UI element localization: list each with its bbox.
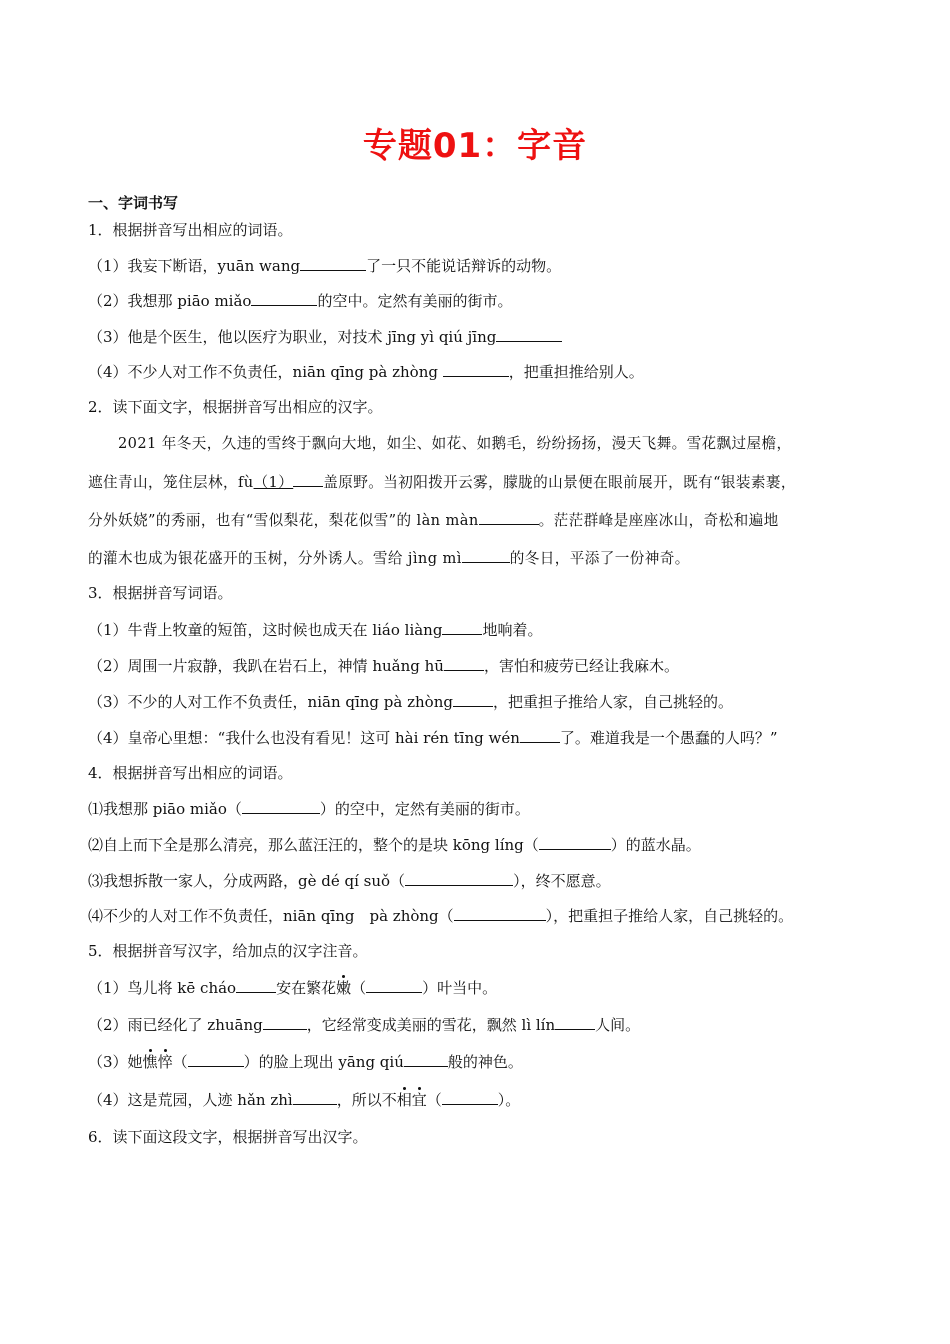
question-3-item-3: （3）不少的人对工作不负责任，niān qīng pà zhòng ，把重担子推给人家，自己挑轻的。 <box>88 693 733 711</box>
answer-blank[interactable] <box>496 326 562 342</box>
question-4-item-2: ⑵自上而下全是那么清亮，那么蓝汪汪的，整个的是块 kōng líng（ ）的蓝水晶。 <box>88 836 701 854</box>
question-1-item-2: （2）我想那 piāo miǎo 的空中。定然有美丽的街市。 <box>88 292 513 310</box>
question-1-item-1: （1）我妄下断语，yuān wang 了一只不能说话辩诉的动物。 <box>88 257 562 275</box>
question-5-item-2: （2）雨已经化了 zhuāng ，它经常变成美丽的雪花，飘然 lì lín 人间。 <box>88 1016 641 1034</box>
answer-blank[interactable] <box>454 905 546 921</box>
emphasis-dot-char: 宜 <box>411 1091 427 1109</box>
answer-blank[interactable] <box>263 1014 307 1030</box>
answer-blank[interactable] <box>442 1089 498 1105</box>
question-3-item-4: （4）皇帝心里想：“我什么也没有看见！这可 hài rén tīng wén 了。难道我是一个愚蠢的人吗？” <box>88 729 778 747</box>
answer-blank[interactable] <box>242 798 320 814</box>
emphasis-dot-char: 相 <box>396 1091 412 1109</box>
question-3-stem: 3．根据拼音写词语。 <box>88 584 233 602</box>
question-1-item-4: （4）不少人对工作不负责任，niān qīng pà zhòng ，把重担推给别人。 <box>88 363 644 381</box>
question-6-stem: 6．读下面这段文字，根据拼音写出汉字。 <box>88 1128 368 1146</box>
question-4-item-1: ⑴我想那 piāo miǎo（ ）的空中，定然有美丽的街市。 <box>88 800 530 818</box>
question-3-item-1: （1）牛背上牧童的短笛，这时候也成天在 liáo liàng 地响着。 <box>88 621 543 639</box>
emphasis-dot-char: 嫩 <box>336 979 352 997</box>
answer-blank[interactable] <box>443 361 509 377</box>
answer-blank[interactable] <box>293 471 323 487</box>
question-5-item-3: （3）她憔悴（ ）的脸上现出 yāng qiú 般的神色。 <box>88 1053 523 1071</box>
question-4-stem: 4．根据拼音写出相应的词语。 <box>88 764 293 782</box>
question-4-item-4: ⑷不少的人对工作不负责任，niān qīng pà zhòng（ ），把重担子推给人家，自己挑轻的。 <box>88 907 794 925</box>
answer-blank[interactable] <box>405 870 513 886</box>
answer-blank[interactable] <box>366 977 422 993</box>
page-title: 专题01：字音 <box>362 126 588 166</box>
answer-blank[interactable] <box>236 977 276 993</box>
passage-line-4: 的灌木也成为银花盛开的玉树，分外诱人。雪给 jìng mì 的冬日，平添了一份神奇。 <box>88 547 690 569</box>
question-3-item-2: （2）周围一片寂静，我趴在岩石上，神情 huǎng hū ，害怕和疲劳已经让我麻木。 <box>88 657 679 675</box>
question-5-item-4: （4）这是荒园，人迹 hǎn zhì ，所以不相宜（ ）。 <box>88 1091 521 1109</box>
passage-line-1: 2021 年冬天，久违的雪终于飘向大地，如尘、如花、如鹅毛，纷纷扬扬，漫天飞舞。雪花飘过屋檐， <box>118 435 792 452</box>
section-heading: 一、字词书写 <box>88 194 179 212</box>
question-5-stem: 5．根据拼音写汉字，给加点的汉字注音。 <box>88 942 368 960</box>
passage-line-2: 遮住青山，笼住层林，fù（1） 盖原野。当初阳拨开云雾，朦胧的山景便在眼前展开，既有“银装素裹， <box>88 471 796 493</box>
answer-blank[interactable] <box>293 1089 337 1105</box>
answer-blank[interactable] <box>442 619 482 635</box>
question-1-stem: 1．根据拼音写出相应的词语。 <box>88 221 293 239</box>
question-2-stem: 2．读下面文字，根据拼音写出相应的汉字。 <box>88 398 383 416</box>
answer-blank[interactable] <box>462 547 510 563</box>
emphasis-dot-char: 憔 <box>142 1053 158 1071</box>
question-5-item-1: （1）鸟儿将 kē cháo 安在繁花嫩（ ）叶当中。 <box>88 979 498 997</box>
answer-blank[interactable] <box>520 727 560 743</box>
question-1-item-3: （3）他是个医生，他以医疗为职业，对技术 jīng yì qiú jīng <box>88 326 562 347</box>
answer-blank[interactable] <box>251 290 317 306</box>
answer-blank[interactable] <box>188 1051 244 1067</box>
answer-blank[interactable] <box>555 1014 595 1030</box>
answer-blank[interactable] <box>444 655 484 671</box>
emphasis-dot-char: 悴 <box>157 1053 173 1071</box>
question-4-item-3: ⑶我想拆散一家人，分成两路，gè dé qí suǒ（ ），终不愿意。 <box>88 872 611 890</box>
answer-blank[interactable] <box>479 509 539 525</box>
answer-blank[interactable] <box>300 255 366 271</box>
answer-blank[interactable] <box>404 1051 448 1067</box>
passage-line-3: 分外妖娆”的秀丽，也有“雪似梨花，梨花似雪”的 làn màn 。茫茫群峰是座座冰山，奇松和遍地 <box>88 509 779 531</box>
answer-blank[interactable] <box>453 691 493 707</box>
answer-blank[interactable] <box>539 834 611 850</box>
